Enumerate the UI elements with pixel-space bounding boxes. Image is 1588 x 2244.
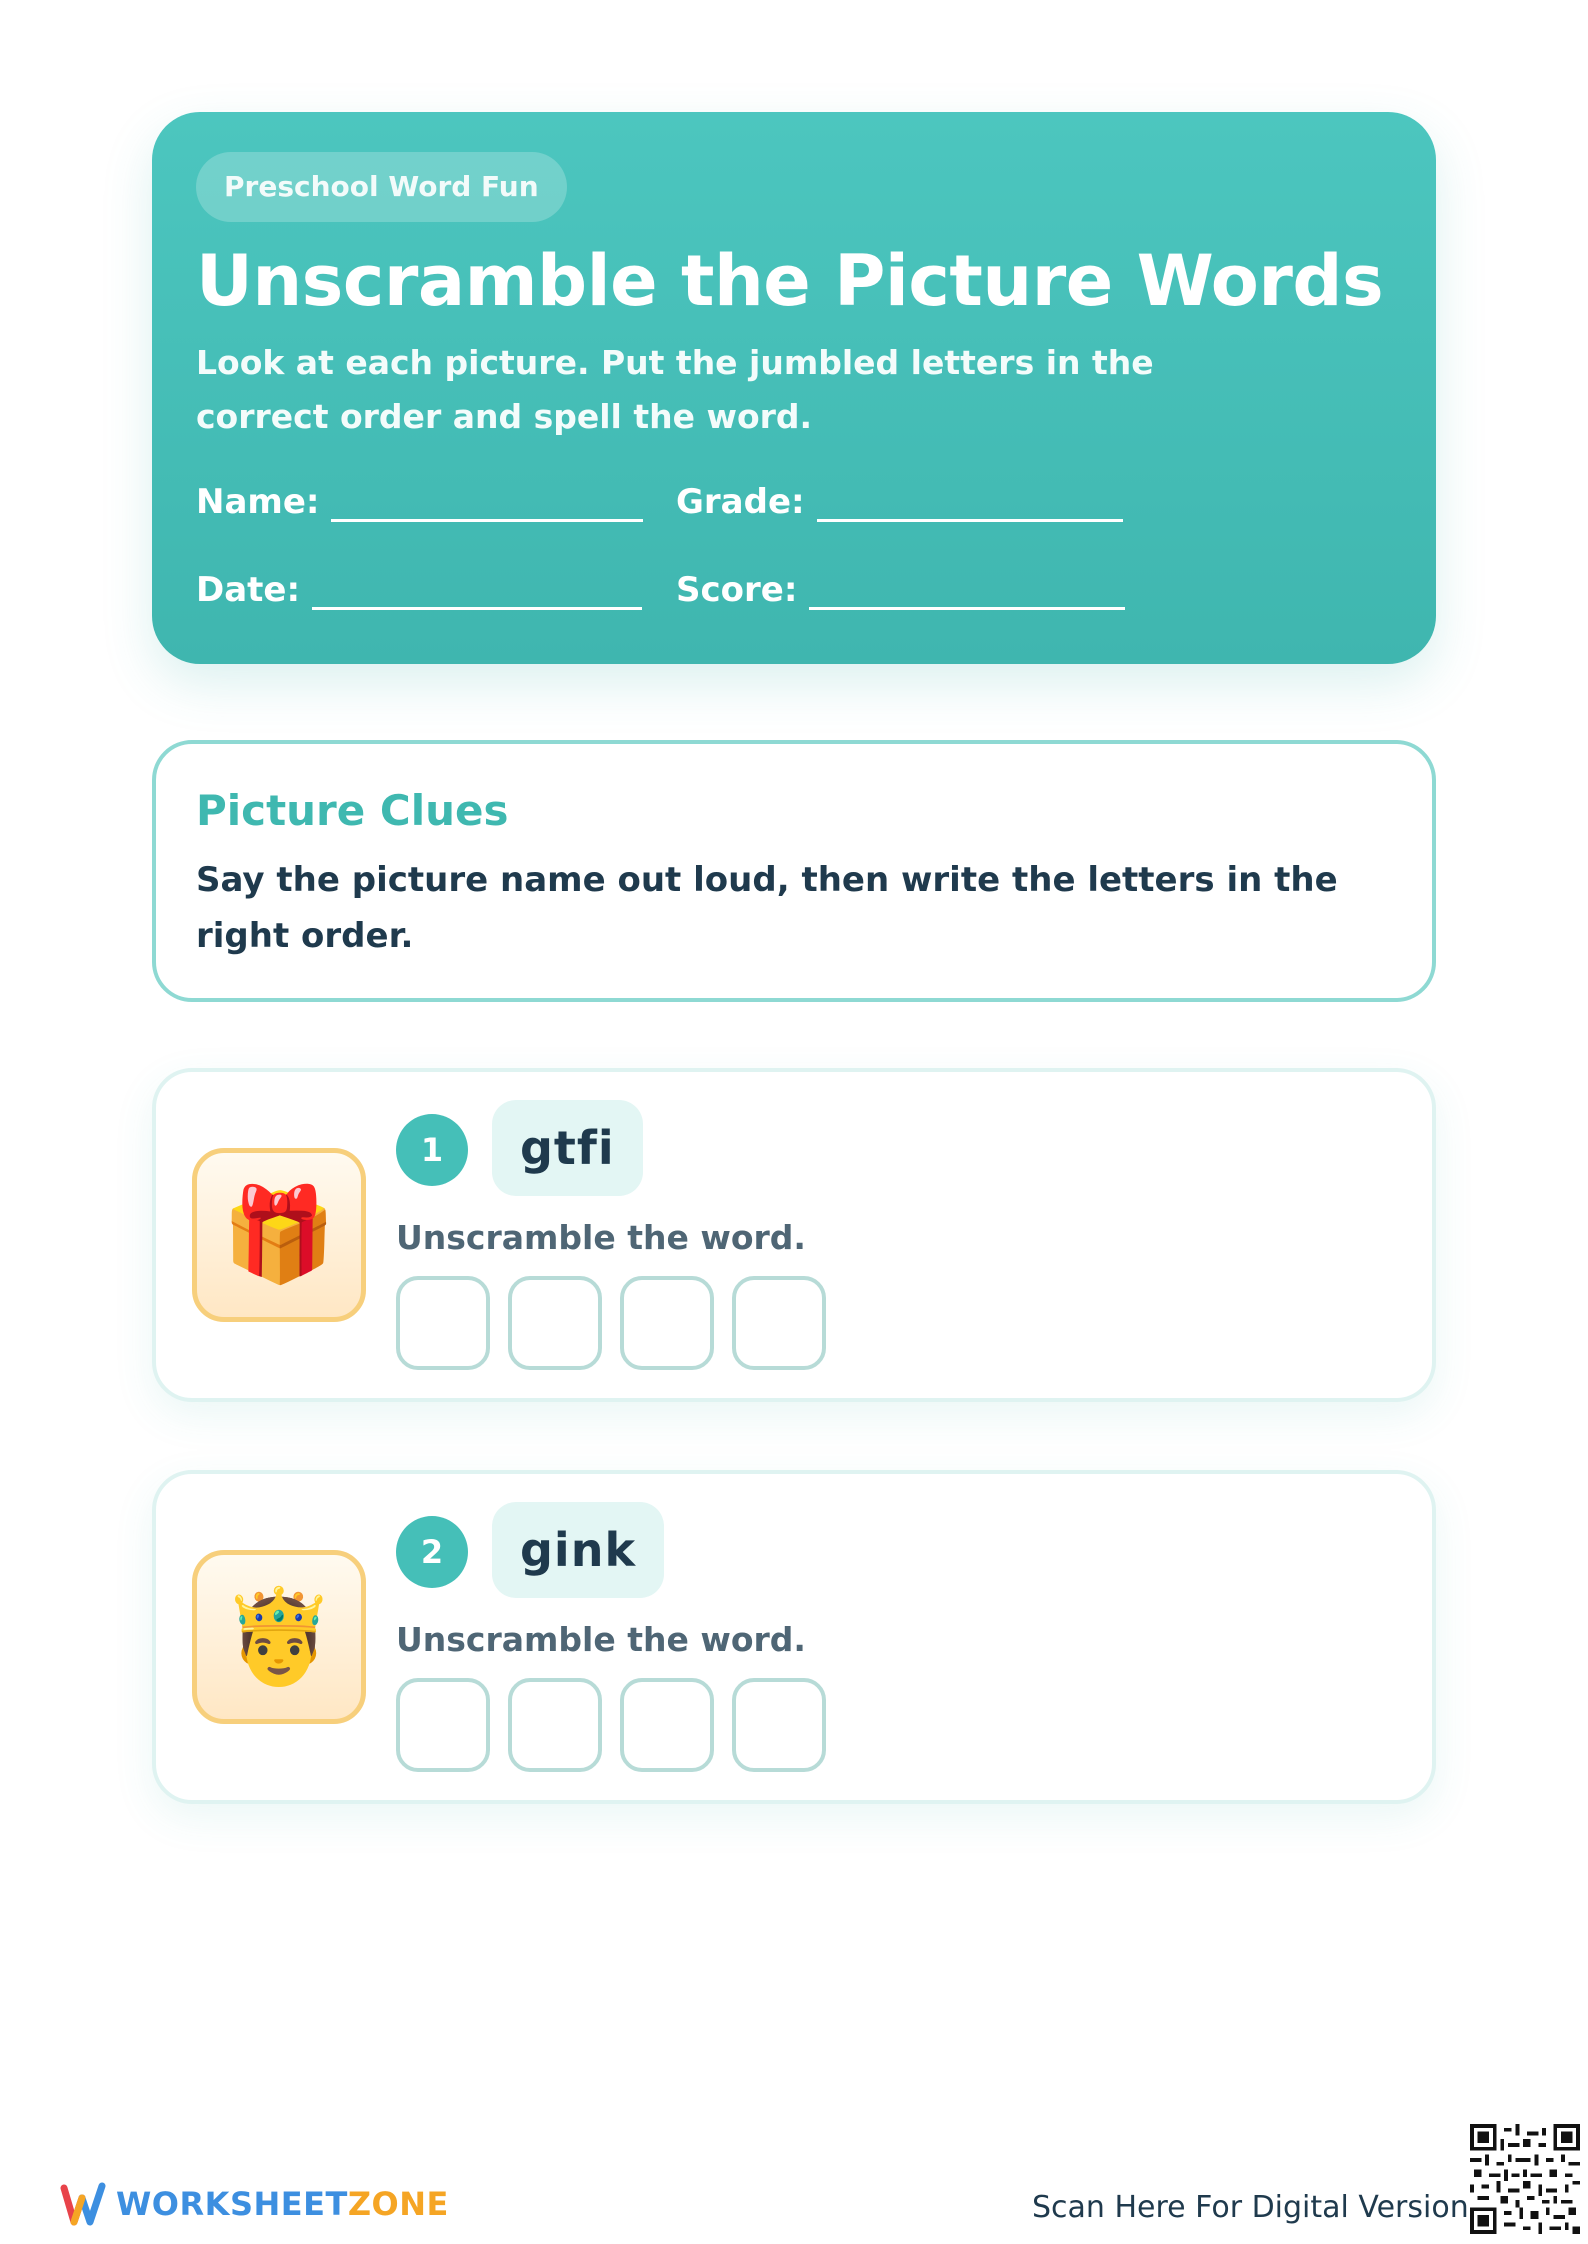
letter-box[interactable] [732,1678,826,1772]
name-label: Name: [196,482,320,522]
worksheetzone-logo[interactable] [60,2178,449,2230]
score-line[interactable] [809,572,1125,610]
letter-box[interactable] [508,1678,602,1772]
prince-icon: 🤴 [192,1550,366,1724]
question-number: 2 [396,1516,468,1588]
grade-field[interactable] [676,482,1123,522]
letter-box[interactable] [508,1276,602,1370]
grade-line[interactable] [817,484,1123,522]
score-label: Score: [676,570,798,610]
brand-part-2: ZONE [347,2185,449,2223]
worksheetzone-logo-icon [60,2178,106,2230]
name-line[interactable] [331,484,643,522]
picture-clues-card [152,740,1436,1002]
scan-text: Scan Here For Digital Version [1032,2190,1469,2225]
gift-icon: 🎁 [192,1148,366,1322]
letter-box[interactable] [396,1678,490,1772]
page-subtitle: Look at each picture. Put the jumbled letters in the correct order and spell the word. [196,343,1154,436]
clues-title: Picture Clues [196,786,509,835]
question-card-1 [152,1068,1436,1402]
answer-boxes [396,1678,826,1772]
letter-box[interactable] [732,1276,826,1370]
question-number: 1 [396,1114,468,1186]
letter-box[interactable] [620,1678,714,1772]
score-field[interactable] [676,570,1125,610]
brand-part-1: WORKSHEET [116,2185,348,2223]
brand-name [116,2185,449,2223]
page-title: Unscramble the Picture Words [196,240,1384,322]
question-instruction: Unscramble the word. [396,1620,806,1659]
question-instruction: Unscramble the word. [396,1218,806,1257]
category-badge: Preschool Word Fun [196,152,567,222]
name-field[interactable] [196,482,643,522]
date-line[interactable] [312,572,642,610]
scrambled-word: gtfi [492,1100,643,1196]
letter-box[interactable] [620,1276,714,1370]
qr-code-icon[interactable] [1470,2124,1580,2234]
letter-box[interactable] [396,1276,490,1370]
date-label: Date: [196,570,301,610]
date-field[interactable] [196,570,642,610]
question-card-2 [152,1470,1436,1804]
scrambled-word: gink [492,1502,664,1598]
clues-text: Say the picture name out loud, then write the letters in the right order. [196,860,1338,956]
answer-boxes [396,1276,826,1370]
grade-label: Grade: [676,482,805,522]
